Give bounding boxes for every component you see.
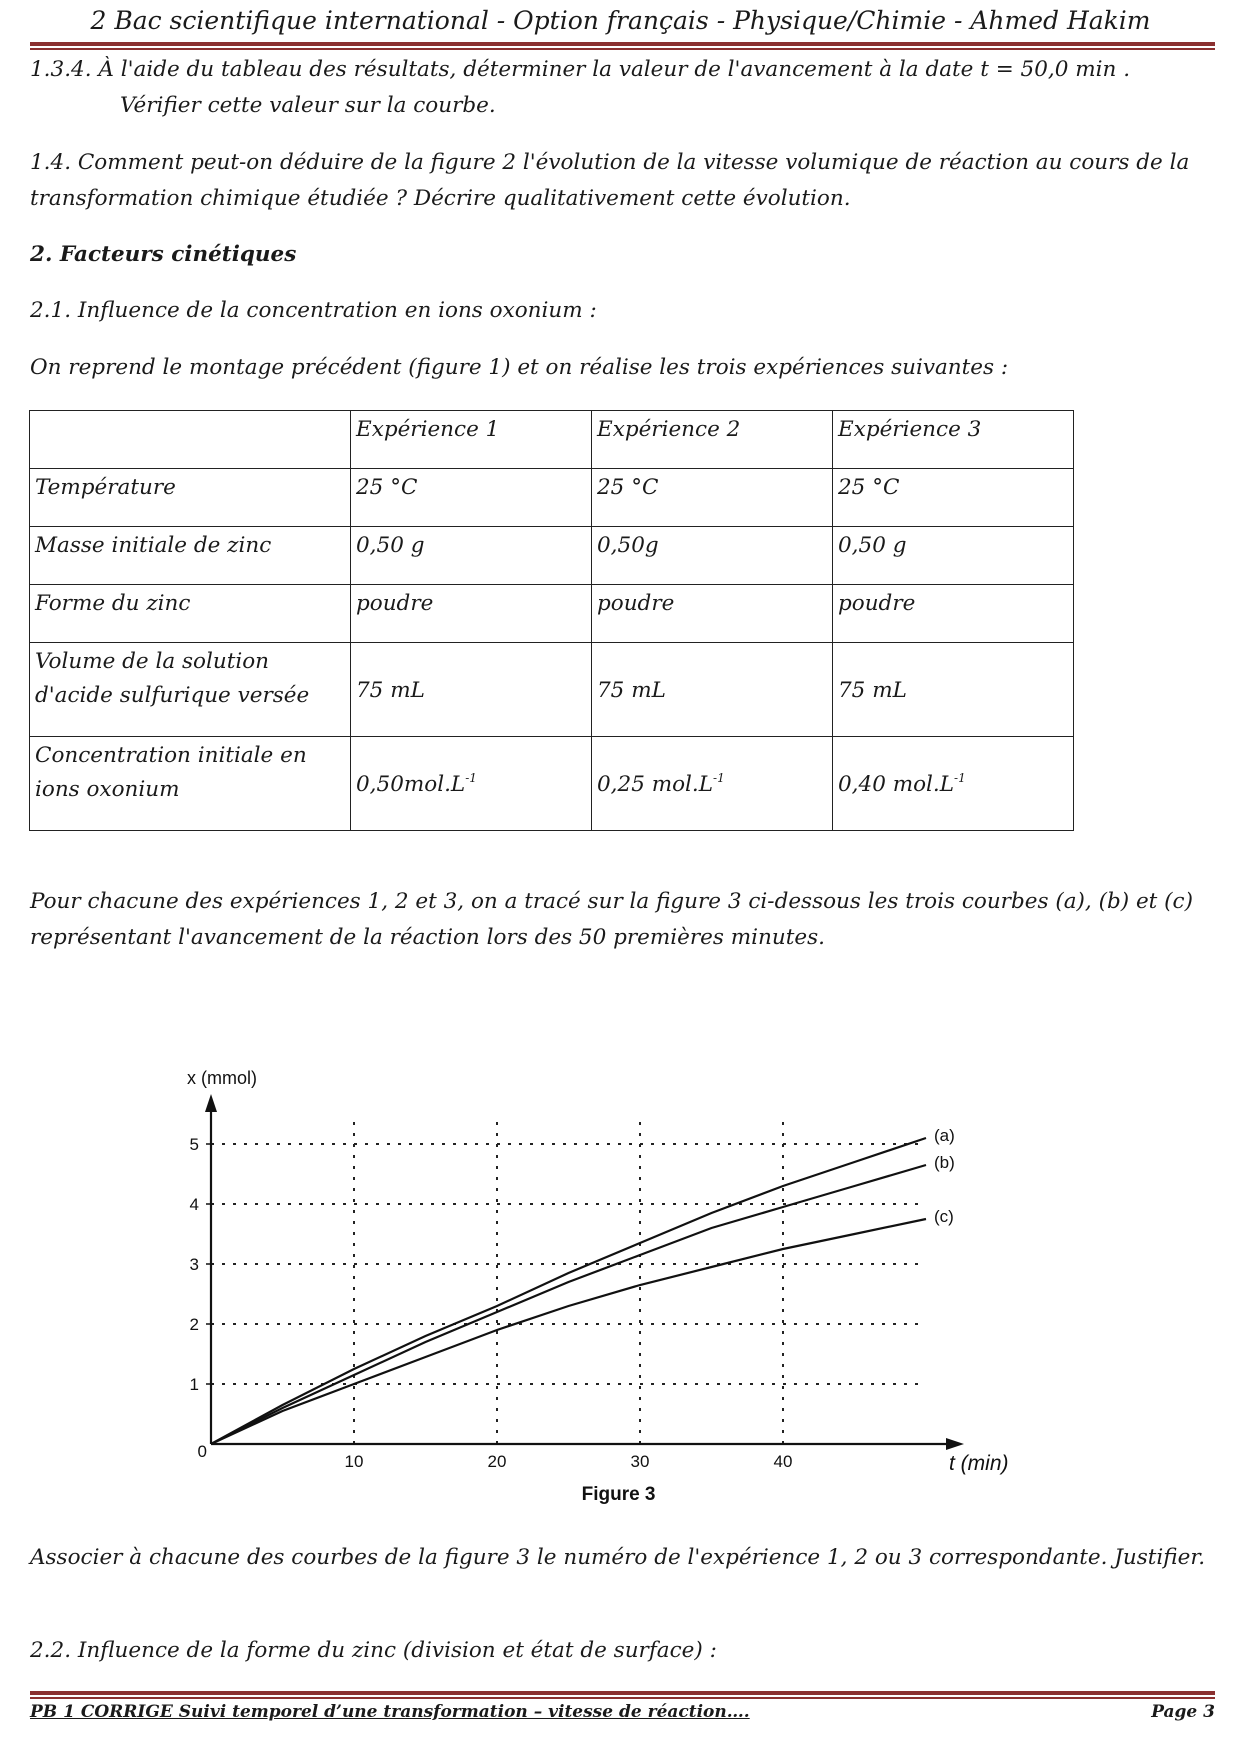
series-label: (c) bbox=[934, 1207, 954, 1226]
table-cell-concentration bbox=[833, 737, 1074, 831]
table-cell: poudre bbox=[592, 585, 833, 643]
footer-title: PB 1 CORRIGE Suivi temporel d’une transformation – vitesse de réaction…. bbox=[30, 1702, 750, 1722]
question-2-1-intro: On reprend le montage précédent (figure 1) et on réalise les trois expériences suivantes : bbox=[30, 355, 1009, 380]
footer-rule bbox=[30, 1691, 1215, 1695]
table-row bbox=[30, 469, 1074, 527]
y-tick-label: 1 bbox=[189, 1375, 199, 1394]
page-footer bbox=[30, 1702, 1215, 1722]
table-header-cell: Expérience 3 bbox=[833, 411, 1074, 469]
table-cell: 0,50 g bbox=[833, 527, 1074, 585]
page-number: Page 3 bbox=[1151, 1702, 1215, 1722]
x-tick-label: 10 bbox=[344, 1452, 364, 1471]
concentration-value: 0,50mol.L bbox=[356, 771, 466, 797]
table-cell: poudre bbox=[351, 585, 592, 643]
table-row bbox=[30, 527, 1074, 585]
origin-label: 0 bbox=[197, 1442, 207, 1461]
header-rule bbox=[30, 42, 1215, 46]
series-line-2 bbox=[211, 1219, 926, 1444]
chart-title: Figure 3 bbox=[581, 1484, 656, 1505]
x-axis-arrow bbox=[946, 1438, 964, 1450]
series-label: (a) bbox=[934, 1126, 955, 1145]
question-1-3-4-line2: Vérifier cette valeur sur la courbe. bbox=[120, 93, 496, 118]
x-axis-label: t (min) bbox=[949, 1452, 1009, 1475]
question-1-3-4-line1: 1.3.4. À l'aide du tableau des résultats, déterminer la valeur de l'avancement à la date t = 50,0 min . bbox=[30, 57, 1131, 82]
table-cell-concentration bbox=[351, 737, 592, 831]
table-header-cell bbox=[30, 411, 351, 469]
y-tick-label: 4 bbox=[189, 1195, 199, 1214]
y-tick-label: 5 bbox=[189, 1135, 199, 1154]
table-header-row bbox=[30, 411, 1074, 469]
page-header: 2 Bac scientifique international - Option français - Physique/Chimie - Ahmed Hakim bbox=[90, 6, 1151, 35]
table-row-label: Volume de la solution d'acide sulfurique versée bbox=[30, 643, 351, 737]
table-cell: 75 mL bbox=[351, 643, 592, 737]
series-line-1 bbox=[211, 1165, 926, 1444]
question-1-3-4 bbox=[30, 52, 1220, 124]
figure-intro: Pour chacune des expériences 1, 2 et 3, on a tracé sur la figure 3 ci-dessous les trois courbes (a), (b) et (c) représentant l'avancement de la réaction lors des 50 premières minutes. bbox=[30, 889, 1193, 950]
question-2-1-title: 2.1. Influence de la concentration en ions oxonium : bbox=[30, 298, 597, 323]
concentration-exponent: -1 bbox=[465, 770, 477, 785]
footer-rule-thin bbox=[30, 1697, 1215, 1699]
table-cell: 25 °C bbox=[351, 469, 592, 527]
table-cell: 25 °C bbox=[592, 469, 833, 527]
table-row-label: Masse initiale de zinc bbox=[30, 527, 351, 585]
table-cell: 0,50g bbox=[592, 527, 833, 585]
concentration-exponent: -1 bbox=[713, 770, 725, 785]
table-cell: 0,50 g bbox=[351, 527, 592, 585]
table-header-cell: Expérience 1 bbox=[351, 411, 592, 469]
table-cell: 75 mL bbox=[592, 643, 833, 737]
table-cell: 75 mL bbox=[833, 643, 1074, 737]
question-2-2-title: 2.2. Influence de la forme du zinc (division et état de surface) : bbox=[30, 1638, 717, 1663]
y-axis-label: x (mmol) bbox=[187, 1068, 257, 1088]
experiments-table bbox=[29, 410, 1074, 831]
table-row bbox=[30, 737, 1074, 831]
table-row-label: Forme du zinc bbox=[30, 585, 351, 643]
section-2-title: 2. Facteurs cinétiques bbox=[30, 242, 297, 267]
y-tick-label: 2 bbox=[189, 1315, 199, 1334]
question-2-1-association: Associer à chacune des courbes de la figure 3 le numéro de l'expérience 1, 2 ou 3 correspondante. Justifier. bbox=[30, 1545, 1206, 1570]
table-row bbox=[30, 643, 1074, 737]
figure-3-chart bbox=[170, 1038, 1009, 1518]
x-tick-label: 30 bbox=[630, 1452, 650, 1471]
table-cell-concentration bbox=[592, 737, 833, 831]
question-1-4: 1.4. Comment peut-on déduire de la figure 2 l'évolution de la vitesse volumique de réaction au cours de la transformation chimique étudiée ? Décrire qualitativement cette évolution. bbox=[30, 150, 1190, 211]
table-cell: 25 °C bbox=[833, 469, 1074, 527]
table-header-cell: Expérience 2 bbox=[592, 411, 833, 469]
table-row-label: Température bbox=[30, 469, 351, 527]
concentration-exponent: -1 bbox=[954, 770, 966, 785]
x-tick-label: 20 bbox=[487, 1452, 507, 1471]
header-rule-thin bbox=[30, 48, 1215, 50]
concentration-value: 0,25 mol.L bbox=[597, 771, 714, 797]
concentration-value: 0,40 mol.L bbox=[838, 771, 955, 797]
table-cell: poudre bbox=[833, 585, 1074, 643]
series-label: (b) bbox=[934, 1153, 955, 1172]
y-tick-label: 3 bbox=[189, 1255, 199, 1274]
table-row-label: Concentration initiale en ions oxonium bbox=[30, 737, 351, 831]
table-row bbox=[30, 585, 1074, 643]
y-axis-arrow bbox=[205, 1094, 217, 1112]
x-tick-label: 40 bbox=[773, 1452, 793, 1471]
